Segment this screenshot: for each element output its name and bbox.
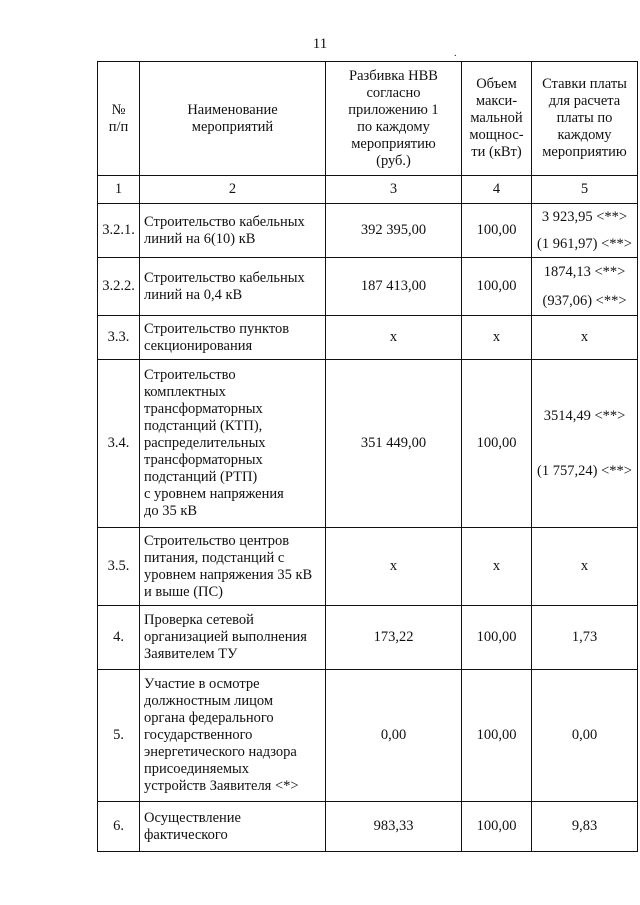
row-name: Строительство комплектных трансформаторных подстанций (КТП), распределительных трансформаторных подстанций (РТП) с уровнем напряжения до 35 кВ (140, 360, 326, 528)
row-number: 3.2.2. (98, 258, 140, 316)
row-number: 4. (98, 606, 140, 670)
row-name: Осуществление фактического (140, 802, 326, 852)
header-power: Объем макси- мальной мощнос- ти (кВт) (462, 62, 532, 176)
header-num: № п/п (98, 62, 140, 176)
rate-primary: 3 923,95 <**> (541, 208, 628, 225)
row-power: 100,00 (462, 204, 532, 258)
row-name: Строительство кабельных линий на 0,4 кВ (140, 258, 326, 316)
row-power: 100,00 (462, 258, 532, 316)
page-number: 11 (312, 36, 328, 52)
rate-secondary: (1 757,24) <**> (537, 462, 632, 479)
header-row (98, 62, 638, 176)
row-number: 3.4. (98, 360, 140, 528)
row-number: 6. (98, 802, 140, 852)
row-rate (532, 204, 638, 258)
table-row (98, 606, 638, 670)
row-power: 100,00 (462, 802, 532, 852)
row-rate: 1,73 (532, 606, 638, 670)
row-nvv: 392 395,00 (326, 204, 462, 258)
index-cell: 5 (532, 176, 638, 204)
index-cell: 2 (140, 176, 326, 204)
row-name: Строительство центров питания, подстанций с уровнем напряжения 35 кВ и выше (ПС) (140, 528, 326, 606)
row-name: Строительство кабельных линий на 6(10) кВ (140, 204, 326, 258)
header-rate: Ставки платы для расчета платы по каждому мероприятию (532, 62, 638, 176)
row-number: 3.2.1. (98, 204, 140, 258)
row-power: 100,00 (462, 360, 532, 528)
table-row (98, 670, 638, 802)
row-nvv: 173,22 (326, 606, 462, 670)
row-name: Участие в осмотре должностным лицом органа федерального государственного энергетического надзора присоединяемых устройств Заявителя <*> (140, 670, 326, 802)
rate-secondary: (937,06) <**> (542, 292, 627, 309)
row-nvv: x (326, 528, 462, 606)
index-row (98, 176, 638, 204)
row-nvv: 0,00 (326, 670, 462, 802)
row-power: x (462, 528, 532, 606)
row-rate (532, 360, 638, 528)
row-name: Строительство пунктов секционирования (140, 316, 326, 360)
index-cell: 3 (326, 176, 462, 204)
index-cell: 1 (98, 176, 140, 204)
row-number: 3.5. (98, 528, 140, 606)
header-nvv: Разбивка НВВ согласно приложению 1 по каждому мероприятию (руб.) (326, 62, 462, 176)
row-power: 100,00 (462, 670, 532, 802)
row-power: x (462, 316, 532, 360)
row-nvv: x (326, 316, 462, 360)
row-rate: 0,00 (532, 670, 638, 802)
table-row (98, 258, 638, 316)
row-number: 3.3. (98, 316, 140, 360)
rate-primary: 3514,49 <**> (543, 407, 626, 424)
row-number: 5. (98, 670, 140, 802)
row-rate (532, 258, 638, 316)
row-rate: 9,83 (532, 802, 638, 852)
table-row (98, 528, 638, 606)
row-name: Проверка сетевой организацией выполнения Заявителем ТУ (140, 606, 326, 670)
table-row (98, 802, 638, 852)
row-rate: x (532, 528, 638, 606)
row-nvv: 351 449,00 (326, 360, 462, 528)
row-nvv: 187 413,00 (326, 258, 462, 316)
table-row (98, 316, 638, 360)
tariff-table (97, 61, 638, 852)
table-row (98, 204, 638, 258)
row-rate: x (532, 316, 638, 360)
index-cell: 4 (462, 176, 532, 204)
header-name: Наименование мероприятий (140, 62, 326, 176)
scan-mark: . (454, 48, 457, 59)
table-row (98, 360, 638, 528)
row-nvv: 983,33 (326, 802, 462, 852)
rate-secondary: (1 961,97) <**> (537, 235, 632, 252)
row-power: 100,00 (462, 606, 532, 670)
rate-primary: 1874,13 <**> (543, 263, 626, 280)
